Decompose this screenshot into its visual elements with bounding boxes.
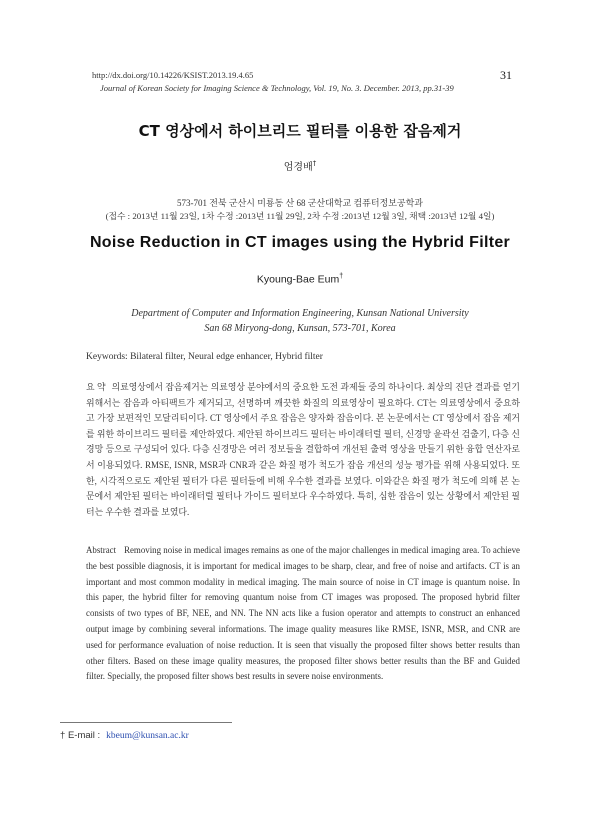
korean-affiliation: 573-701 전북 군산시 미룡동 산 68 군산대학교 컴퓨터정보공학과: [176, 198, 424, 208]
journal-citation: Journal of Korean Society for Imaging Science & Technology, Vol. 19, No. 3. December. 2013, pp.31-39: [100, 83, 454, 93]
english-author-name: Kyoung-Bae Eum: [256, 273, 340, 286]
korean-author-mark: †: [312, 159, 317, 168]
english-affiliation: [0, 307, 600, 336]
english-author-mark: †: [339, 273, 344, 280]
korean-author: [0, 158, 600, 173]
english-affiliation-line1: Department of Computer and Information Engineering, Kunsan National University: [131, 308, 469, 319]
keywords-label: Keywords:: [86, 352, 128, 362]
email-link[interactable]: kbeum@kunsan.ac.kr: [106, 731, 189, 741]
english-abstract-text: Removing noise in medical images remains as one of the major challenges in medical imaging area. To achieve the best possible diagnosis, it is important for medical images to be sharp, clear, and free of noise and artifacts. CT is an important and most common modality in medical imaging. The main source of noise in CT image is quantum noise. In this paper, the hybrid filter for removing quantum noise from CT images was proposed. The proposed hybrid filter consists of two types of BF, NEE, and NN. The NN acts like a fusion operator and attempts to construct an enhanced output image by combining several informations. The image quality measures like RMSE, ISNR, MSR, and CNR are used for performance evaluation of noise reduction. It is seen that visually the proposed filter shows better results than other filters. Based on these image quality measures, the proposed filter shows better results than the BF and Guided filter. Specially, the proposed filter shows best results in severe noise environments.: [86, 545, 520, 682]
english-affiliation-line2: San 68 Miryong-dong, Kunsan, 573-701, Korea: [204, 322, 396, 334]
footnote-label: E-mail :: [67, 730, 101, 741]
footnote-mark: †: [60, 730, 66, 741]
page-number: 31: [500, 68, 512, 82]
korean-abstract: [86, 380, 520, 520]
english-title: Noise Reduction in CT images using the Hybrid Filter: [89, 234, 511, 251]
korean-abstract-label: 요 약: [86, 382, 106, 392]
keywords-text: Bilateral filter, Neural edge enhancer, Hybrid filter: [130, 352, 323, 362]
korean-abstract-text: 의료영상에서 잡음제거는 의료영상 분야에서의 중요한 도전 과제들 중의 하나이다. 최상의 진단 결과를 얻기 위해서는 잡음과 아티팩트가 제거되고, 선명하며 깨끗한 화질의 의료영상이 필요하다. CT는 의료영상에서 중요하고 가장 보편적인 모달리티이다. CT 영상에서 주요 잡음은 양자화 잡음이다. 본 논문에서는 CT 영상에서 잡음 제거를 위한 하이브리드 필터를 제안하였다. 제안된 하이브리드 필터는 바이래터럴 필터, 신경망 윤곽선 검출기, 다층 신경망 등으로 구성되어 있다. 다층 신경망은 여러 정보들을 결합하여 개선된 출력 영상을 만들기 위한 융합 연산자로서 이용되었다. RMSE, ISNR, MSR과 CNR과 같은 화질 평가 척도가 잡음 개선의 성능 평가를 위해 사용되었다. 또한, 시각적으로도 제안된 필터가 다른 필터들에 비해 우수한 결과를 보였다. 이와같은 화질 평가 척도에 의해 본 논문에서 제안된 필터는 바이래터럴 필터나 가이드 필터보다 우수하였다. 특히, 심한 잡음이 있는 상황에서 제안된 필터는 우수한 결과를 보였다.: [86, 382, 520, 517]
korean-title: CT 영상에서 하이브리드 필터를 이용한 잡음제거: [138, 122, 462, 140]
keywords: [86, 352, 323, 362]
korean-dates: (접수 : 2013년 11월 23일, 1차 수정 :2013년 11월 29일, 2차 수정 :2013년 12월 3일, 채택 :2013년 12월 4일): [105, 211, 495, 221]
english-author: [0, 273, 600, 286]
footnote: [60, 730, 189, 741]
doi-link[interactable]: http://dx.doi.org/10.14226/KSIST.2013.19.4.65: [92, 70, 254, 80]
footnote-divider: [60, 722, 232, 723]
korean-author-name: 엄경배: [283, 162, 313, 173]
english-abstract: [86, 543, 520, 685]
english-abstract-label: Abstract: [86, 545, 117, 555]
